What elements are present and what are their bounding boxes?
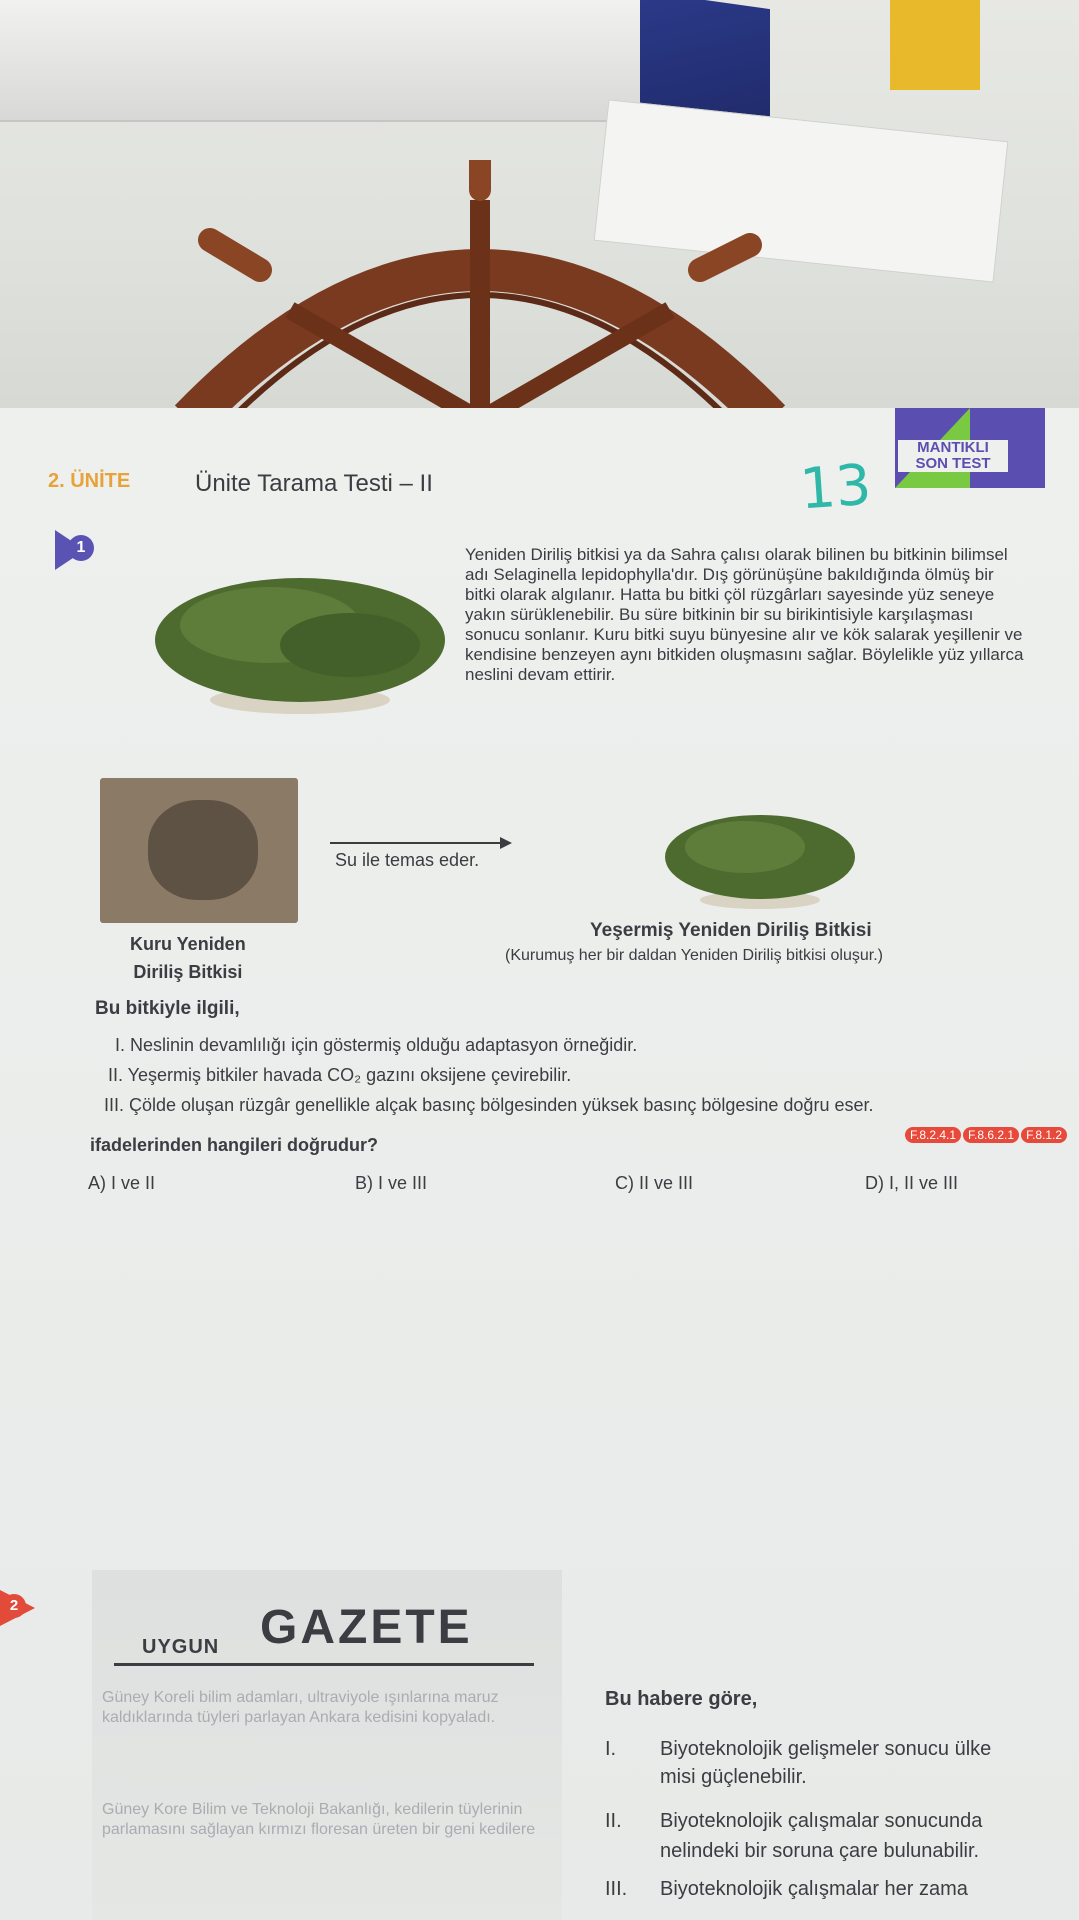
gazette-clipping [92,1570,562,1920]
badge-label [898,440,1008,472]
q2-item3-num: III. [605,1878,628,1900]
q2-item2-line2: nelindeki bir soruna çare bulunabilir. [660,1840,980,1862]
caption-green-plant: Yeşermiş Yeniden Diriliş Bitkisi [590,920,872,941]
curriculum-codes [905,1127,1069,1143]
code-badge: F.8.2.4.1 [905,1127,961,1143]
gazette-divider [114,1663,534,1666]
option-c[interactable]: C) II ve III [615,1173,694,1193]
question-stem: Bu bitkiyle ilgili, [95,998,240,1019]
test-title: Ünite Tarama Testi – II [195,470,433,497]
code-badge: F.8.1.2 [1021,1127,1067,1143]
q2-item1-line1: Biyoteknolojik gelişmeler sonucu ülke [660,1738,992,1760]
q2-item2-num: II. [605,1810,622,1832]
option-b[interactable]: B) I ve III [355,1173,428,1193]
handwritten-number: 13 [797,452,874,523]
option-a[interactable]: A) I ve II [88,1173,156,1193]
q2-item2-line1: Biyoteknolojik çalışmalar sonucunda [660,1810,983,1832]
dry-plant-image [100,778,298,923]
question2-stem: Bu habere göre, [605,1688,758,1710]
statement-iii: III. Çölde oluşan rüzgâr genellikle alçak basınç bölgesinden yüksek basınç bölgesine doğru eser. [104,1095,874,1115]
gazette-paragraph-2: Güney Kore Bilim ve Teknoloji Bakanlığı, kedilerin tüylerinin parlamasını sağlayan kırmızı floresan üreten bir geni kedilere [102,1801,536,1838]
unit-tag: 2. ÜNİTE [48,470,131,492]
ship-wheel-decoration [170,160,790,420]
statement-ii: II. Yeşermiş bitkiler havada CO₂ gazını oksijene çevirebilir. [108,1065,572,1085]
gazette-name: GAZETE [260,1601,473,1654]
green-plant-image [150,550,450,720]
question-number: 2 [2,1594,26,1618]
book-stack [0,0,640,122]
q2-item1-num: I. [605,1738,617,1760]
caption-green-subtitle: (Kurumuş her bir daldan Yeniden Diriliş bitkisi oluşur.) [505,947,883,964]
arrow-label: Su ile temas eder. [335,850,480,870]
revived-plant-image [660,795,860,915]
dry-plant-shape [148,800,258,900]
code-badge: F.8.6.2.1 [963,1127,1019,1143]
yellow-book [890,0,980,90]
q2-item1-line2: misi güçlenebilir. [660,1766,807,1788]
gazette-paragraph-1: Güney Koreli bilim adamları, ultraviyole ışınlarına maruz kaldıklarında tüyleri parlayan Ankara kedisini kopyaladı. [102,1689,499,1726]
option-d[interactable]: D) I, II ve III [865,1173,959,1193]
badge-line1: MANTIKLI [917,439,989,456]
gazette-brand: UYGUN [142,1636,220,1658]
q2-item3-line1: Biyoteknolojik çalışmalar her zama [660,1878,968,1900]
passage-text: Yeniden Diriliş bitkisi ya da Sahra çalısı olarak bilinen bu bitkinin bilimsel adı Selaginella lepidophylla'dır. Dış görünüşüne bakıldığında ölmüş bir bitki olarak algılanır. Hatta bu bitki çöl rüzgârları sayesinde yüz seneye yakın sürüklenebilir. Bu süre bitkinin bir su birikintisiyle karşılaşması sonucu sonlanır. Kuru bitki suyu bünyesine alır ve kök salarak yeşillenir ve kendisine benzeyen aynı bitkiden oluşmasını sağlar. Böylelikle yüz yıllarca neslini devam ettirir. [465,545,1024,684]
caption-dry-plant [130,930,246,986]
arrow-right-icon [330,842,510,844]
question-prompt: ifadelerinden hangileri doğrudur? [90,1135,379,1155]
badge-line2: SON TEST [915,455,991,472]
statement-i: I. Neslinin devamlılığı için göstermiş olduğu adaptasyon örneğidir. [115,1035,638,1055]
caption-dry-line2: Diriliş Bitkisi [133,962,243,982]
caption-dry-line1: Kuru Yeniden [130,934,246,954]
question-number: 1 [68,535,94,561]
